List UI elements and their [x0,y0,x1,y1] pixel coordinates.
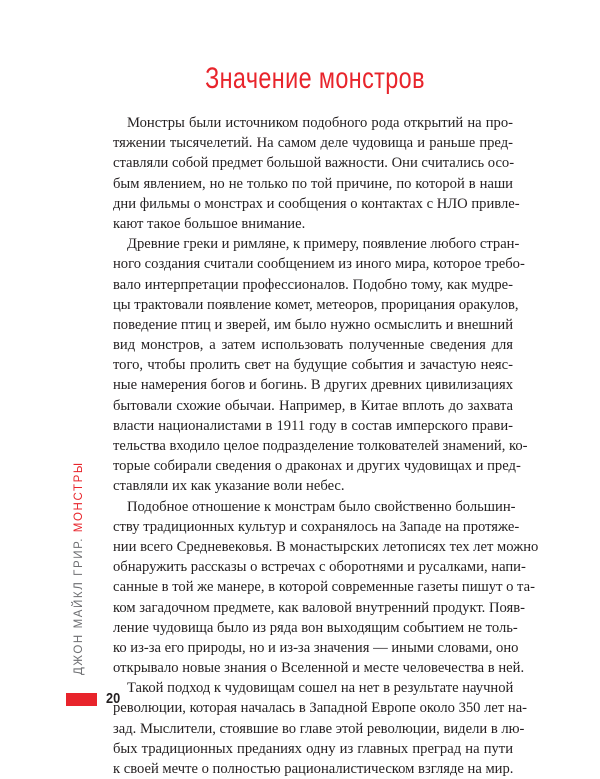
text-line: кают такое большое внимание. [113,215,306,232]
chapter-title: Значение монстров [205,62,425,95]
text-line: ставляли собой предмет большой важности. Они считались осо- [113,155,515,172]
text-line: ного создания считали сообщением из иного мира, которое требо- [113,256,525,273]
text-line: обнаружить рассказы о встречах с оборотнями и русалками, напи- [113,559,526,576]
text-line: ные намерения богов и богинь. В других древних цивилизациях [113,377,513,394]
text-line: бытовали схожие обычаи. Например, в Китае вплоть до захвата [113,397,513,414]
text-line: тельства входило целое подразделение толкователей знамений, ко- [113,438,528,454]
text-line: вало интерпретации профессионалов. Подобно тому, как мудре- [113,276,513,293]
text-line: Подобное отношение к монстрам было свойственно большин- [127,498,516,515]
text-line: ко из-за его природы, но и из-за значения — иными словами, оно [113,639,519,656]
running-head-book: МОНСТРЫ [73,461,85,533]
text-line: Такой подход к чудовищам сошел на нет в результате научной [127,680,514,697]
text-line: ком загадочном предмете, как валовой внутренний продукт. Появ- [113,599,525,616]
text-line: ству традиционных культур и сохранялось на Западе на протяже- [113,518,520,535]
text-line: санные в той же манере, в которой современные газеты пишут о та- [113,579,535,596]
text-line: к своей мечте о полностью рационалистическом взгляде на мир. [113,761,514,777]
text-line: цы трактовали появление комет, метеоров, прорицания оракулов, [113,296,519,313]
text-line: бых традиционных преданиях одну из главных преград на пути [113,740,513,757]
text-line: зад. Мыслители, стоявшие во главе этой революции, видели в лю- [113,720,525,737]
body-text [113,113,539,779]
running-head-author: ДЖОН МАЙКЛ ГРИР. [73,536,85,675]
text-line: дни фильмы о монстрах и сообщения о контактах с НЛО привле- [113,195,520,212]
page-number: 20 [106,690,121,707]
text-line: поведение птиц и зверей, им было нужно осмыслить и внешний [113,316,513,333]
text-line: открывало новые знания о Вселенной и месте человечества в ней. [113,660,525,677]
text-line: торые собирали сведения о драконах и других чудовищах и пред- [113,458,521,475]
text-line: нии всего Средневековья. В монастырских летописях тех лет можно [113,538,539,555]
text-line: того, чтобы пролить свет на будущие события и зачастую неяс- [113,357,513,374]
text-line: ставляли их как указание воли небес. [113,478,345,495]
text-line: власти националистами в 1911 году в состав имперского прави- [113,417,513,434]
text-line: ление чудовища было из ряда вон выходящим событием не толь- [113,619,518,636]
text-line: вид монстров, а затем использовать полученные сведения для [113,337,513,354]
text-line: бым явлением, но не только по той причине, по которой в наши [113,175,513,192]
text-line: Древние греки и римляне, к примеру, появление любого стран- [127,236,520,253]
text-line: тяжении тысячелетий. На самом деле чудовища и раньше пред- [113,135,513,152]
page-marker-bar [66,693,97,706]
text-line: Монстры были источником подобного рода открытий на про- [127,115,513,131]
text-line: революции, которая началась в Западной Европе около 350 лет на- [113,700,528,717]
running-head [73,461,85,675]
